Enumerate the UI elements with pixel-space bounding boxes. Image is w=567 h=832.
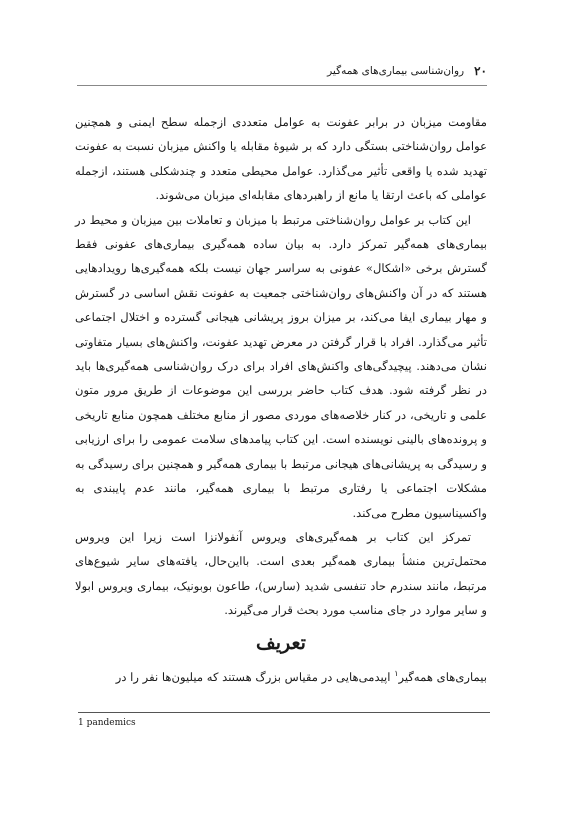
footnote: 1 pandemics [78,718,136,728]
section-first-line [75,662,487,689]
section-text-start: بیماری‌های همه‌گیر [398,669,487,684]
section-text-end: اپیدمی‌هایی در مقیاس بزرگ هستند که میلیون‌ها نفر را در [115,669,395,684]
body-text [75,110,487,623]
paragraph-2: این کتاب بر عوامل روان‌شناختی مرتبط با میزبان و تعاملات بین میزبان و محیط در بیماری‌های همه‌گیر تمرکز دارد. به بیان ساده همه‌گیری بیماری‌های عفونی فقط گسترش برخی «اشکال» عفونی به سراسر جهان نیست بلکه همه‌گیری‌ها رویدادهایی هستند که در آن واکنش‌های روان‌شناختی جمعیت به عفونت نقش اساسی در گسترش و مهار بیماری ایفا می‌کند، بر میزان بروز پریشانی هیجانی گسترده و اختلال اجتماعی تأثیر می‌گذارد. افراد با قرار گرفتن در معرض تهدید عفونت، واکنش‌های بسیار متفاوتی نشان می‌دهند. پیچیدگی‌های واکنش‌های افراد برای درک روان‌شناسی همه‌گیری‌ها باید در نظر گرفته شود. هدف کتاب حاضر بررسی این موضوعات از طریق مرور متون علمی و تاریخی، در کنار خلاصه‌های موردی مصور از منابع مختلف همچون منابع تاریخی و پرونده‌های بالینی نویسنده است. این کتاب پیامدهای سلامت عمومی را برای ارزیابی و رسیدگی به پریشانی‌های هیجانی مرتبط با بیماری همه‌گیر و همچنین برای رسیدگی به مشکلات اجتماعی یا رفتاری مرتبط با بیماری همه‌گیر، مانند عدم پایبندی به واکسیناسیون مطرح می‌کند. [75,212,487,520]
paragraph-3: تمرکز این کتاب بر همه‌گیری‌های ویروس آنفولانزا است زیرا این ویروس محتمل‌ترین منشأ بیماری همه‌گیر بعدی است. بااین‌حال، یافته‌های سایر شیوع‌های مرتبط، مانند سندرم حاد تنفسی شدید (سارس)، طاعون بوبونیک، بیماری ویروس ابولا و سایر موارد در جای مناسب مورد بحث قرار می‌گیرند. [75,529,487,618]
section-heading: تعریف [256,632,306,654]
footnote-marker: ۱ [394,669,399,678]
page-number: ۲۰ [474,64,487,78]
footnote-divider [78,712,490,713]
header-divider [77,85,487,86]
paragraph-1: مقاومت میزبان در برابر عفونت به عوامل متعددی ازجمله سطح ایمنی و همچنین عوامل روان‌شناختی بستگی دارد که بر شیوهٔ مقابله یا واکنش میزبان نسبت به عفونت تهدید شده یا واقعی تأثیر می‌گذارد. عوامل محیطی متعدد و چندشکلی هستند، ازجمله عواملی که باعث ارتقا یا مانع از راهبردهای مقابله‌ای میزبان می‌شوند. [75,115,487,203]
running-header [80,62,487,80]
running-title: روان‌شناسی بیماری‌های همه‌گیر [327,65,465,77]
